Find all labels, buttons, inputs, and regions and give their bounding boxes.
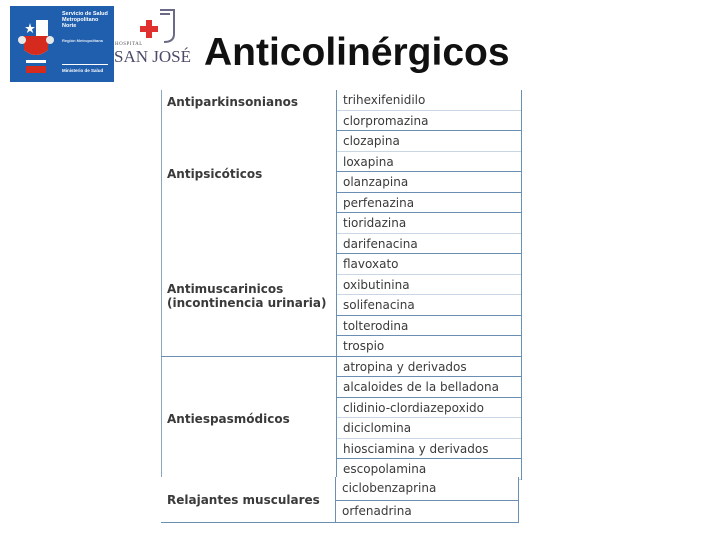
- drug-row: [337, 439, 521, 460]
- drug-name: diciclomina: [343, 421, 412, 435]
- drug-name: oxibutinina: [343, 277, 410, 292]
- drug-row: [337, 275, 521, 296]
- chile-coat-of-arms-icon: [14, 10, 58, 78]
- drug-row: [337, 295, 521, 316]
- category-antiespasmodicos: Antiespasmódicos: [167, 412, 290, 426]
- drug-row: [337, 172, 521, 193]
- drug-name: loxapina: [343, 154, 394, 169]
- hospital-logo-small-text: HOSPITAL: [115, 42, 143, 47]
- drug-name: clorpromazina: [343, 113, 429, 128]
- drug-row: [337, 234, 521, 255]
- drug-name: olanzapina: [343, 175, 409, 189]
- drug-name: hiosciamina y derivados: [343, 441, 489, 456]
- ssmn-logo: [10, 6, 114, 82]
- drug-table-continued: [161, 477, 519, 523]
- drug-row: [337, 111, 521, 132]
- drug-name: tioridazina: [343, 216, 407, 230]
- drug-name: flavoxato: [343, 257, 399, 271]
- drug-row: [337, 418, 521, 439]
- table-left-border: [161, 90, 162, 480]
- drug-name: tolterodina: [343, 318, 409, 333]
- ssmn-logo-ministry: Ministerio de Salud: [62, 68, 104, 73]
- category-antiparkinsonianos: Antiparkinsonianos: [167, 95, 298, 109]
- category-separator: [161, 356, 337, 357]
- drug-name: ciclobenzaprina: [342, 481, 437, 495]
- drug-row: [337, 254, 521, 275]
- table-right-border: [521, 90, 522, 480]
- drug-row: [337, 213, 521, 234]
- hospital-san-jose-logo: [114, 8, 196, 68]
- drug-name: escopolamina: [343, 462, 427, 476]
- drug-row: [337, 336, 521, 357]
- page-title: Anticolinérgicos: [204, 31, 510, 74]
- drug-name: atropina y derivados: [343, 359, 467, 374]
- drug-name: orfenadrina: [342, 504, 412, 518]
- drug-name: solifenacina: [343, 298, 415, 312]
- drug-row: [337, 357, 521, 378]
- drug-name: darifenacina: [343, 236, 418, 251]
- drug-name: perfenazina: [343, 195, 415, 210]
- drug-row: [337, 152, 521, 173]
- drug-table: [161, 90, 522, 480]
- table-row-divider: [336, 500, 519, 501]
- drug-row: [337, 193, 521, 214]
- drug-row: [337, 90, 521, 111]
- drug-name: trospio: [343, 339, 385, 353]
- category-antipsicoticos: Antipsicóticos: [167, 167, 263, 181]
- drug-name: clidinio-clordiazepoxido: [343, 400, 485, 415]
- drug-name: alcaloides de la belladona: [343, 380, 499, 394]
- hospital-logo-name: SAN JOSÉ: [114, 47, 191, 66]
- drug-name: trihexifenidilo: [343, 93, 426, 107]
- drug-row: [337, 131, 521, 152]
- ssmn-logo-region: Región Metropolitana: [62, 38, 103, 43]
- drug-row: [337, 316, 521, 337]
- category-relajantes-musculares: Relajantes musculares: [167, 493, 320, 507]
- hospital-cross-icon: [114, 8, 196, 44]
- drug-row: [337, 398, 521, 419]
- drug-name: clozapina: [343, 134, 400, 148]
- table-bottom-border: [161, 522, 519, 523]
- drug-row: [337, 377, 521, 398]
- ssmn-logo-name: Servicio de Salud Metropolitano Norte: [62, 11, 108, 29]
- ssmn-logo-divider: [62, 64, 108, 65]
- category-antimuscarinicos: Antimuscarinicos (incontinencia urinaria): [167, 282, 327, 310]
